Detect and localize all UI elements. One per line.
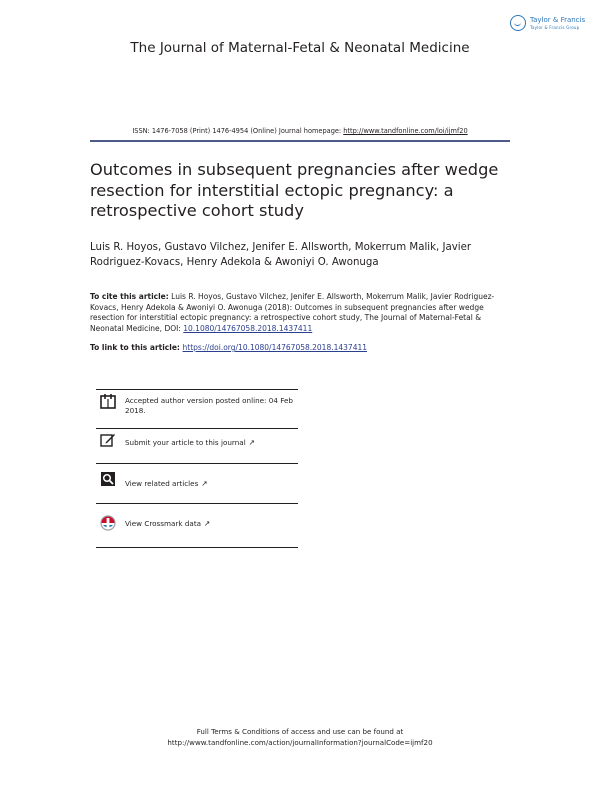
footer-terms-link[interactable]: http://www.tandfonline.com/action/journalInformation?journalCode=ijmf20: [167, 737, 433, 747]
citation-block: [90, 292, 510, 334]
footer-terms-text: Full Terms & Conditions of access and use can be found at: [196, 727, 404, 736]
issn-text: ISSN: 1476-7058 (Print) 1476-4954 (Online) Journal homepage:: [132, 127, 344, 135]
publisher-brand: Taylor & Francis: [530, 16, 586, 24]
related-articles-label: View related articles: [125, 479, 199, 488]
calendar-icon: [100, 393, 116, 409]
citation-label: To cite this article:: [90, 292, 169, 301]
article-link-label: To link to this article:: [90, 343, 183, 352]
crossmark-label: View Crossmark data: [125, 519, 202, 528]
accepted-version-row: [96, 389, 298, 429]
accepted-version-text: Accepted author version posted online: 04 Feb 2018.: [125, 396, 293, 415]
publisher-logo-icon: [510, 15, 526, 31]
article-title: Outcomes in subsequent pregnancies after wedge resection for interstitial ectopic pregnancy: a retrospective cohort study: [90, 160, 499, 220]
citation-text: Luis R. Hoyos, Gustavo Vilchez, Jenifer E. Allsworth, Mokerrum Malik, Javier Rodriguez-Kovacs, Henry Adekola & Awoniyi O. Awonuga (2018): Outcomes in subsequent pregnancies after wedge resection for interstitial ectopic pregnancy: a retrospective cohort study, The Journal of Maternal-Fetal & Neonatal Medicine, DOI:: [90, 292, 495, 333]
submit-article-row[interactable]: [96, 427, 298, 464]
citation-doi-link[interactable]: 10.1080/14767058.2018.1437411: [183, 323, 313, 333]
magnifier-document-icon: [100, 471, 116, 487]
journal-homepage-link[interactable]: http://www.tandfonline.com/loi/ijmf20: [343, 127, 468, 135]
article-doi-link[interactable]: https://doi.org/10.1080/14767058.2018.1437411: [182, 343, 368, 352]
author-list: Luis R. Hoyos, Gustavo Vilchez, Jenifer E. Allsworth, Mokerrum Malik, Javier Rodriguez-Kovacs, Henry Adekola & Awoniyi O. Awonuga: [90, 242, 472, 268]
publisher-logo[interactable]: [508, 12, 588, 38]
footer: [0, 727, 600, 748]
external-link-icon: ↗: [248, 438, 255, 447]
external-link-icon: ↗: [204, 519, 211, 528]
related-articles-row[interactable]: [96, 463, 298, 504]
crossmark-icon: [100, 515, 116, 531]
issn-line: [0, 127, 600, 135]
crossmark-link[interactable]: [125, 519, 210, 529]
submit-article-label: Submit your article to this journal: [125, 438, 246, 447]
submit-article-link[interactable]: [125, 438, 255, 448]
external-link-icon: ↗: [201, 479, 208, 488]
journal-title: The Journal of Maternal-Fetal & Neonatal Medicine: [130, 40, 470, 56]
related-articles-link[interactable]: [125, 479, 208, 489]
header-divider: [90, 140, 510, 142]
article-link-block: [90, 343, 510, 352]
edit-icon: [100, 432, 116, 448]
crossmark-row[interactable]: [96, 503, 298, 548]
publisher-tagline: Taylor & Francis Group: [530, 25, 580, 30]
